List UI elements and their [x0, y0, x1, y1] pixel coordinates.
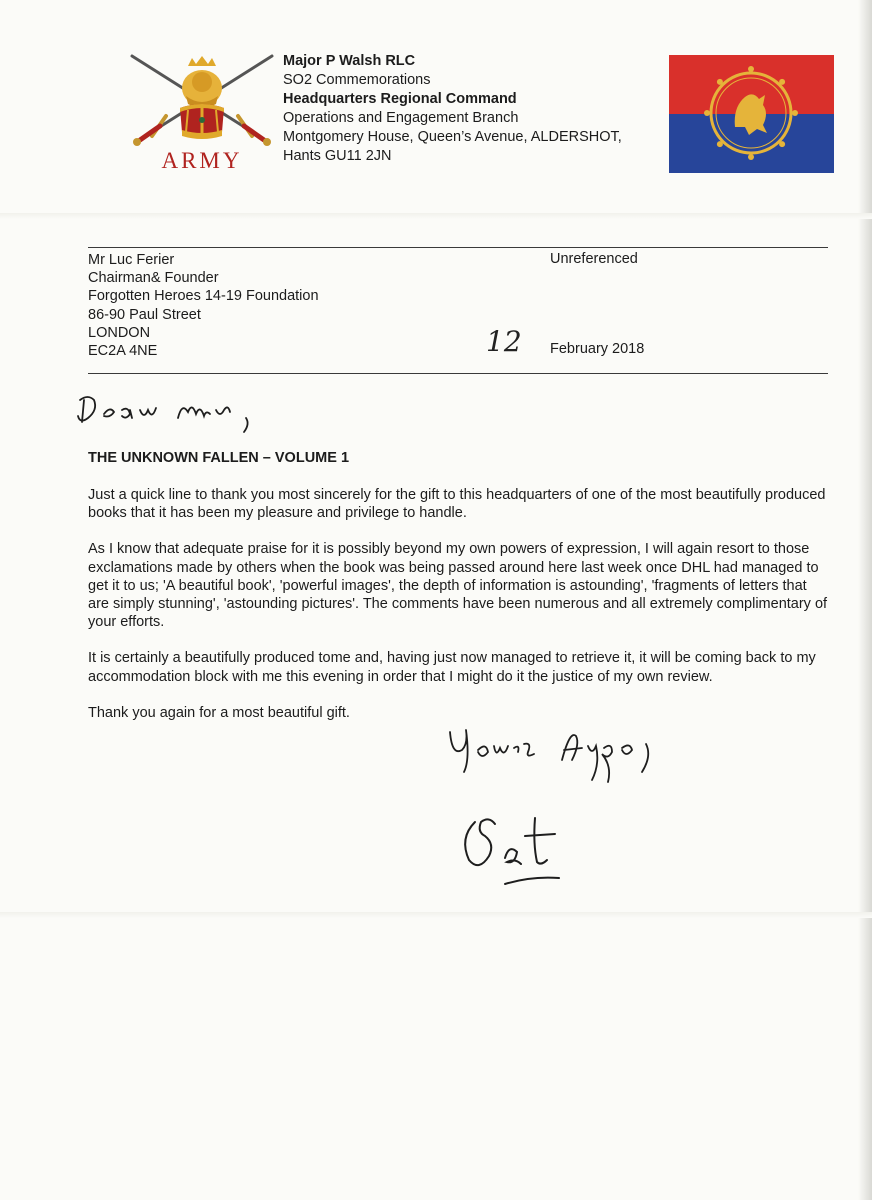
flag-ring-point — [704, 110, 710, 116]
handwritten-closing-icon — [442, 720, 702, 800]
recipient-address — [88, 251, 319, 360]
recipient-street: 86-90 Paul Street — [88, 306, 201, 323]
recipient-name: Mr Luc Ferier — [88, 252, 175, 268]
flag-ring-point — [748, 66, 754, 72]
sender-branch: Operations and Engagement Branch — [283, 110, 519, 126]
flag-ring-point — [779, 79, 785, 85]
body-paragraph: As I know that adequate praise for it is possibly beyond my own powers of expression, I will again resort to those exclamations made by others when the book was being passed around here last week once DHL had managed to get it to us; 'A beautiful book', 'powerful images', the depth of information is astounding', 'fragments of letters that are simply stunning', 'astounding pictures'. The comments have been numerous and all extremely complimentary of your efforts. — [88, 541, 828, 631]
paper-fold-line — [0, 912, 872, 918]
letter-body — [88, 486, 828, 740]
date-month-year: February 2018 — [550, 341, 645, 357]
reference: Unreferenced — [550, 251, 638, 267]
flag-ring-point — [717, 79, 723, 85]
recipient-city: LONDON — [88, 324, 151, 341]
sender-unit: Headquarters Regional Command — [283, 91, 517, 107]
army-wordmark: ARMY — [161, 148, 243, 173]
sender-postcode: Hants GU11 2JN — [283, 148, 392, 164]
recipient-postcode: EC2A 4NE — [88, 343, 158, 360]
body-paragraph: It is certainly a beautifully produced tome and, having just now managed to retrieve it, it will be coming back to my accommodation block with me this evening in order that I might do it the justice of my own review. — [88, 650, 816, 685]
sender-name: Major P Walsh RLC — [283, 53, 416, 69]
recipient-organisation: Forgotten Heroes 14-19 Foundation — [88, 288, 319, 305]
paper-edge-shadow — [858, 0, 872, 1200]
regional-command-flag-icon — [669, 55, 834, 173]
sender-title: SO2 Commemorations — [283, 72, 431, 88]
sender-address — [283, 52, 622, 166]
handwritten-signature-icon — [455, 808, 585, 898]
recipient-title: Chairman& Founder — [88, 270, 219, 287]
flag-ring-point — [717, 141, 723, 147]
body-paragraph: Just a quick line to thank you most sincerely for the gift to this headquarters of one of the most beautifully produced books that it has been my pleasure and privilege to handle. — [88, 487, 826, 522]
date-day-handwritten: 12 — [486, 325, 522, 358]
address-rule-bottom — [88, 373, 828, 374]
body-paragraph: Thank you again for a most beautiful gift. — [88, 704, 350, 721]
flag-ring-point — [779, 141, 785, 147]
handwritten-salutation-icon — [70, 388, 310, 436]
flag-ring-point — [748, 154, 754, 160]
letter-subject: THE UNKNOWN FALLEN – VOLUME 1 — [88, 450, 350, 466]
paper-fold-line — [0, 213, 872, 219]
address-rule-top — [88, 247, 828, 248]
flag-ring-point — [792, 110, 798, 116]
sender-street: Montgomery House, Queen’s Avenue, ALDERSHOT, — [283, 129, 622, 145]
